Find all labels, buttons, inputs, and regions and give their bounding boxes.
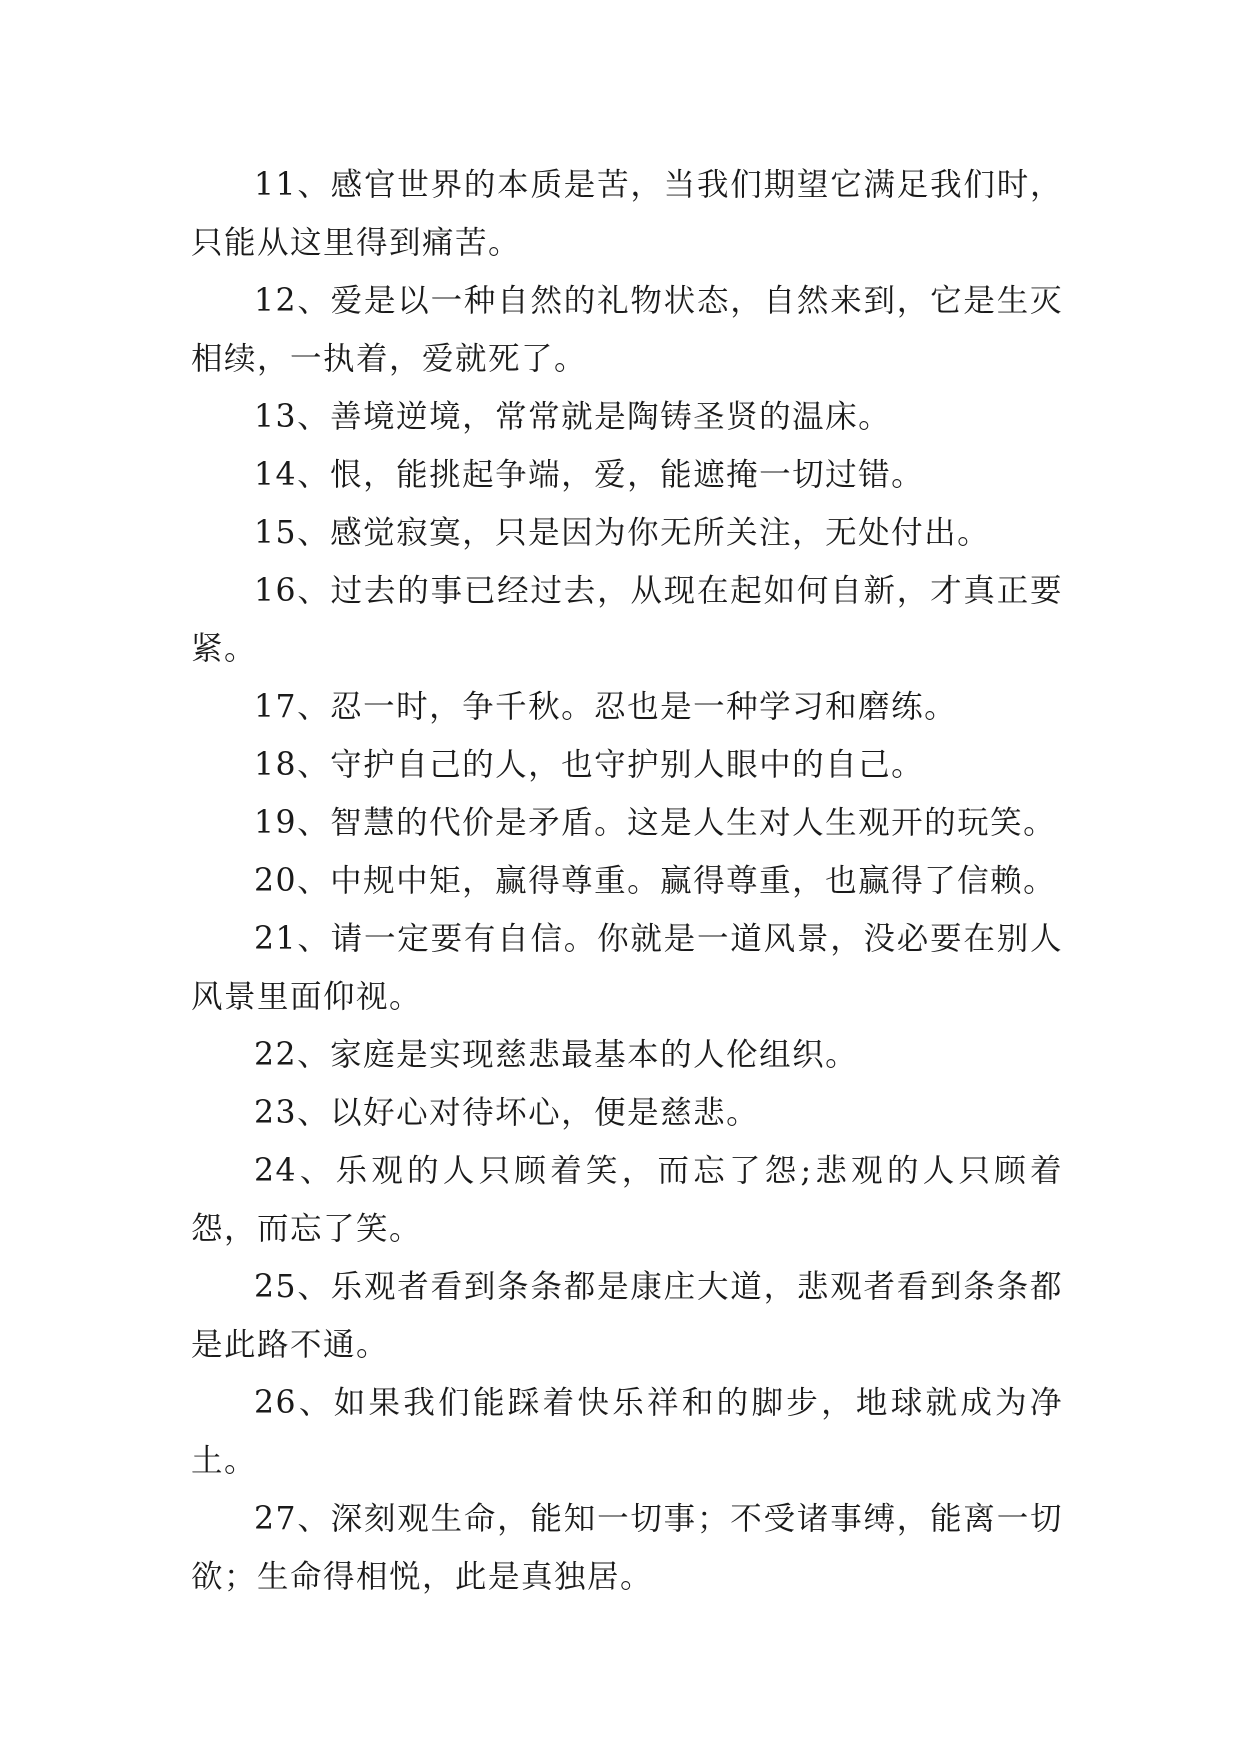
document-body <box>191 156 1063 1606</box>
paragraph-13: 13、善境逆境，常常就是陶铸圣贤的温床。 <box>254 399 892 435</box>
paragraph-21: 21、请一定要有自信。你就是一道风景，没必要在别人风景里面仰视。 <box>191 921 1063 1015</box>
paragraph-12: 12、爱是以一种自然的礼物状态，自然来到，它是生灭相续，一执着，爱就死了。 <box>191 283 1063 377</box>
paragraph-25: 25、乐观者看到条条都是康庄大道，悲观者看到条条都是此路不通。 <box>191 1269 1063 1363</box>
paragraph-23: 23、以好心对待坏心，便是慈悲。 <box>254 1095 760 1131</box>
paragraph-16: 16、过去的事已经过去，从现在起如何自新，才真正要紧。 <box>191 573 1063 667</box>
paragraph-27: 27、深刻观生命，能知一切事；不受诸事缚，能离一切欲；生命得相悦，此是真独居。 <box>191 1501 1063 1595</box>
paragraph-15: 15、感觉寂寞，只是因为你无所关注，无处付出。 <box>254 515 991 551</box>
paragraph-24: 24、乐观的人只顾着笑，而忘了怨;悲观的人只顾着怨，而忘了笑。 <box>191 1153 1063 1247</box>
paragraph-19: 19、智慧的代价是矛盾。这是人生对人生观开的玩笑。 <box>254 805 1057 841</box>
paragraph-22: 22、家庭是实现慈悲最基本的人伦组织。 <box>254 1037 859 1073</box>
paragraph-18: 18、守护自己的人，也守护别人眼中的自己。 <box>254 747 925 783</box>
paragraph-17: 17、忍一时，争千秋。忍也是一种学习和磨练。 <box>254 689 958 725</box>
paragraph-26: 26、如果我们能踩着快乐祥和的脚步，地球就成为净土。 <box>191 1385 1063 1479</box>
paragraph-14: 14、恨，能挑起争端，爱，能遮掩一切过错。 <box>254 457 925 493</box>
paragraph-20: 20、中规中矩，赢得尊重。赢得尊重，也赢得了信赖。 <box>254 863 1057 899</box>
paragraph-11: 11、感官世界的本质是苦，当我们期望它满足我们时，只能从这里得到痛苦。 <box>191 167 1063 261</box>
